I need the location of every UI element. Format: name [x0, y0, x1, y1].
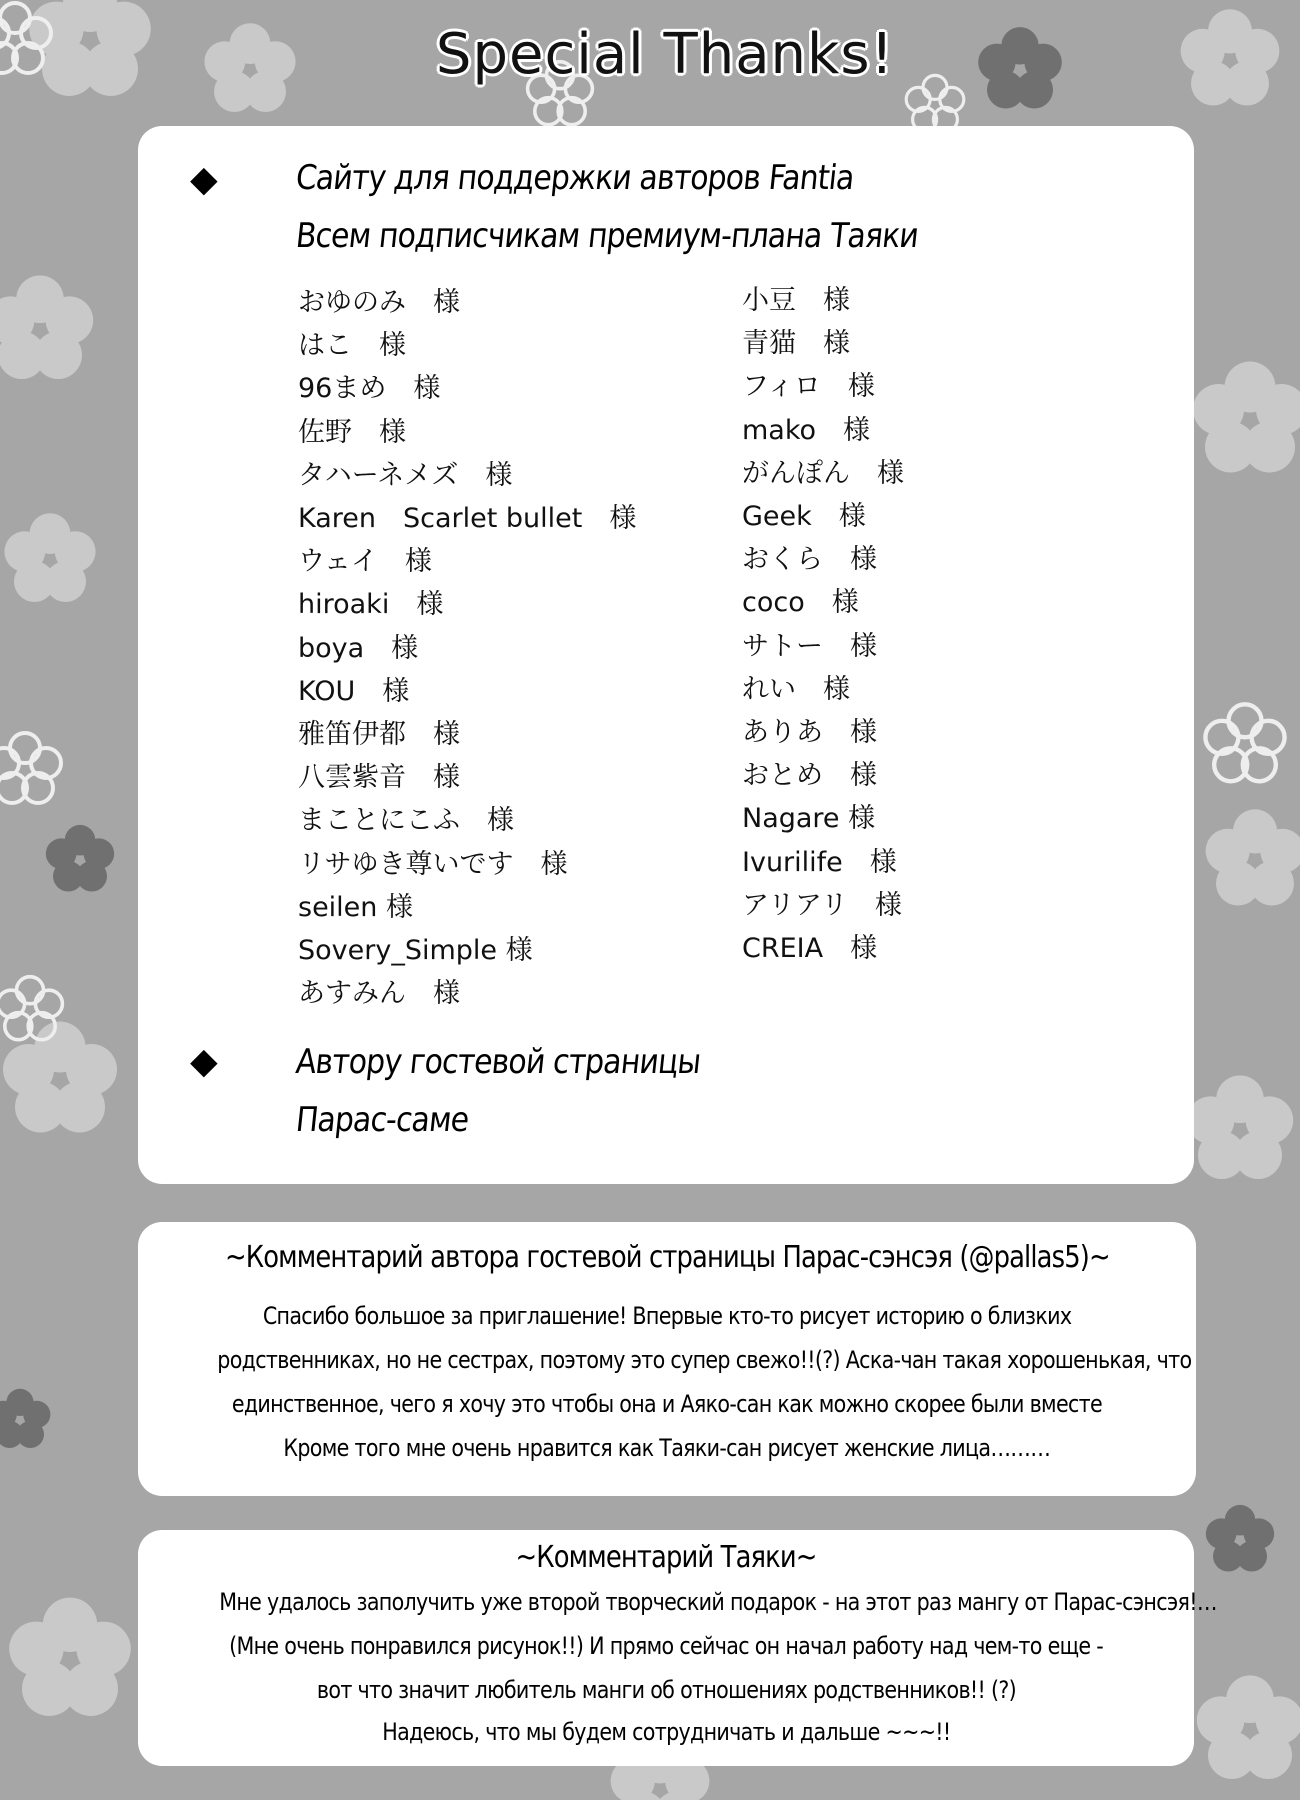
supporter-name: アリアリ 様 — [742, 889, 902, 921]
supporter-name: あすみん 様 — [298, 978, 460, 1010]
supporter-name: hiroaki 様 — [298, 589, 444, 621]
author-comment-line: (Мне очень понравился рисунок!!) И прямо сейчас он начал работу над чем-то еще - — [229, 1632, 1103, 1660]
supporter-name: Karen Scarlet bullet 様 — [298, 503, 637, 534]
supporter-name: Nagare 様 — [742, 803, 876, 835]
page-title: Special Thanks! — [435, 22, 895, 87]
supporter-name: 小豆 様 — [742, 285, 850, 316]
supporter-name: 青猫 様 — [742, 328, 850, 360]
section-guest-heading: Автору гостевой страницы — [293, 1042, 703, 1082]
supporter-name: サトー 様 — [742, 630, 877, 662]
supporter-name: Geek 様 — [742, 501, 866, 532]
supporter-name: 佐野 様 — [298, 416, 406, 448]
supporter-name: おとめ 様 — [742, 760, 877, 792]
section-fantia-subheading: Всем подписчикам премиум-плана Таяки — [293, 216, 921, 256]
supporter-name: がんぽん 様 — [742, 457, 904, 489]
supporter-name: 雅笛伊都 様 — [298, 719, 460, 750]
section-fantia-heading: Сайту для поддержки авторов Fantia — [293, 158, 856, 198]
author-comment-line: Надеюсь, что мы будем сотрудничать и дальше ~~~!! — [381, 1718, 951, 1746]
supporter-name: CREIA 様 — [742, 933, 878, 964]
author-comment-line: вот что значит любитель манги об отношениях родственников!! (?) — [316, 1676, 1016, 1704]
section-guest-name: Парас-саме — [293, 1100, 471, 1140]
supporter-name: Ivurilife 様 — [742, 846, 897, 878]
guest-comment-line: единственное, чего я хочу это чтобы она и Аяко-сан как можно скорее были вместе — [231, 1390, 1103, 1418]
author-comment-title: ~Комментарий Таяки~ — [515, 1540, 817, 1575]
supporter-name: ウェイ 様 — [298, 546, 432, 578]
guest-comment-line: Кроме того мне очень нравится как Таяки-сан рисует женские лица……… — [283, 1434, 1051, 1462]
supporter-name: seilen 様 — [298, 891, 413, 923]
supporter-name: フィロ 様 — [742, 371, 875, 403]
guest-comment-line: родственниках, но не сестрах, поэтому это супер свежо!!(?) Аска-чан такая хорошенькая, что — [217, 1346, 1192, 1374]
supporter-name: おくら 様 — [742, 544, 877, 576]
guest-comment-line: Спасибо большое за приглашение! Впервые кто-то рисует историю о близких — [262, 1302, 1072, 1330]
supporter-name: mako 様 — [742, 414, 871, 446]
supporter-name: KOU 様 — [298, 675, 410, 707]
supporter-name: coco 様 — [742, 587, 859, 619]
supporter-name: タハーネメズ 様 — [298, 459, 513, 491]
supporter-name: おゆのみ 様 — [298, 287, 460, 318]
thanks-panel — [138, 126, 1194, 1184]
supporter-name: boya 様 — [298, 632, 419, 664]
guest-comment-panel — [138, 1222, 1196, 1496]
supporter-name: リサゆき尊いです 様 — [298, 848, 568, 880]
supporter-name: 96まめ 様 — [298, 373, 441, 405]
guest-comment-title: ~Комментарий автора гостевой страницы Парас-сэнсэя (@pallas5)~ — [224, 1240, 1110, 1275]
diamond-bullet-icon: ◆ — [190, 159, 218, 200]
supporter-name: ありあ 様 — [742, 717, 877, 748]
author-comment-line: Мне удалось заполучить уже второй творческий подарок - на этот раз мангу от Парас-сэнсэя!… — [219, 1588, 1217, 1616]
supporter-name: れい 様 — [742, 673, 850, 705]
diamond-bullet-icon: ◆ — [190, 1041, 218, 1082]
supporter-name: はこ 様 — [298, 330, 406, 362]
supporter-name: 八雲紫音 様 — [298, 762, 460, 794]
supporter-name: まことにこふ 様 — [298, 805, 514, 837]
author-comment-panel — [138, 1530, 1217, 1766]
supporter-name: Sovery_Simple 様 — [298, 935, 533, 966]
